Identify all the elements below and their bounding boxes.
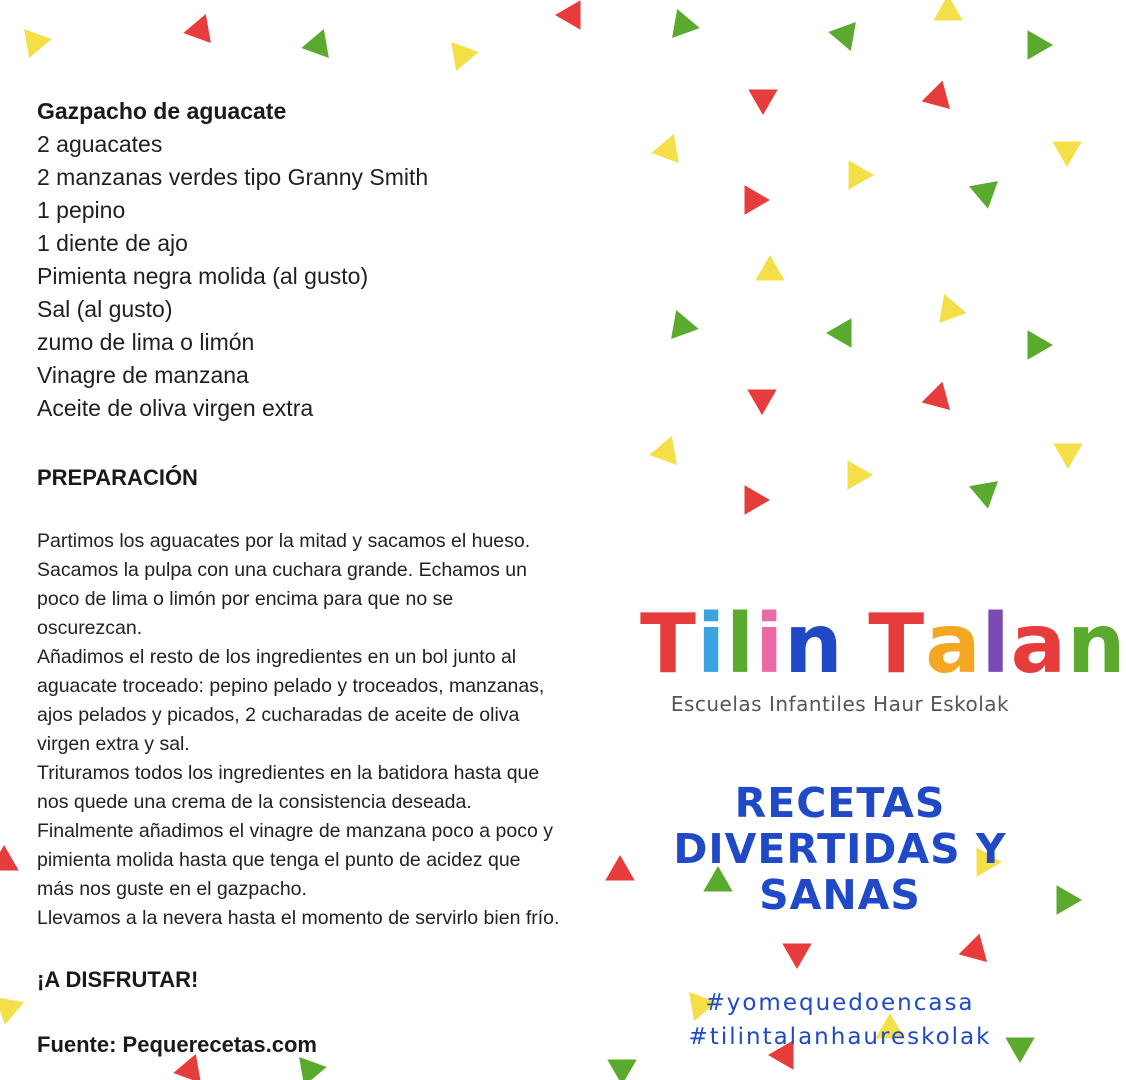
confetti-triangle — [0, 997, 24, 1025]
step-line: Trituramos todos los ingredientes en la batidora hasta que — [37, 762, 540, 784]
confetti-triangle — [922, 382, 950, 410]
confetti-triangle — [959, 934, 987, 962]
logo-letter: T — [868, 597, 926, 692]
confetti-triangle — [969, 181, 998, 209]
confetti-triangle — [1053, 444, 1082, 470]
campaign-line: RECETAS — [734, 779, 946, 827]
enjoy-text: ¡A DISFRUTAR! — [37, 967, 199, 992]
confetti-triangle — [301, 29, 329, 58]
ingredient-item: 2 aguacates — [37, 131, 163, 157]
ingredient-item: Aceite de oliva virgen extra — [37, 395, 314, 421]
confetti-triangle — [1028, 30, 1054, 59]
ingredient-item: 2 manzanas verdes tipo Granny Smith — [37, 164, 429, 190]
hashtag: #yomequedoencasa — [705, 990, 975, 1016]
confetti-triangle — [1057, 885, 1083, 914]
confetti-triangle — [24, 29, 52, 58]
logo-letter: a — [925, 597, 982, 692]
ingredient-item: Pimienta negra molida (al gusto) — [37, 263, 369, 289]
source-credit: Fuente: Pequerecetas.com — [37, 1032, 317, 1057]
confetti-triangle — [745, 185, 771, 214]
hashtag: #tilintalanhaureskolak — [688, 1024, 992, 1050]
campaign-line: DIVERTIDAS Y — [673, 825, 1007, 873]
campaign-line: SANAS — [759, 871, 921, 919]
ingredient-item: Vinagre de manzana — [37, 362, 249, 388]
confetti-triangle — [299, 1057, 327, 1080]
step-line: más nos guste en el gazpacho. — [37, 878, 307, 900]
step-line: Sacamos la pulpa con una cuchara grande. Echamos un — [37, 559, 527, 581]
confetti-triangle — [183, 14, 211, 43]
confetti-triangle — [782, 944, 811, 970]
confetti-triangle — [671, 310, 699, 339]
step-line: ajos pelados y picados, 2 cucharadas de aceite de oliva — [37, 704, 520, 726]
confetti-triangle — [607, 1060, 636, 1080]
confetti-triangle — [848, 460, 874, 489]
logo-letter: T — [640, 597, 697, 692]
step-line: nos quede una crema de la consistencia deseada. — [37, 791, 472, 813]
confetti-triangle — [745, 485, 771, 514]
confetti-triangle — [1052, 142, 1081, 168]
confetti-triangle — [939, 294, 967, 323]
hashtags — [640, 986, 1040, 1054]
confetti-triangle — [828, 22, 856, 51]
confetti-triangle — [651, 134, 679, 163]
confetti-triangle — [649, 436, 677, 465]
ingredient-item: Sal (al gusto) — [37, 296, 173, 322]
step-line: aguacate troceado: pepino pelado y troceados, manzanas, — [37, 675, 545, 697]
step-line: Llevamos a la nevera hasta el momento de servirlo bien frío. — [37, 907, 560, 929]
logo-wordmark — [640, 597, 1126, 692]
logo-letter: i — [755, 597, 785, 692]
ingredient-item: zumo de lima o limón — [37, 329, 255, 355]
confetti-triangle — [933, 0, 962, 21]
recipe-title: Gazpacho de aguacate — [37, 98, 287, 124]
brand-logo — [640, 597, 1126, 716]
step-line: virgen extra y sal. — [37, 733, 190, 755]
confetti-triangle — [451, 42, 479, 71]
confetti-triangle — [672, 9, 700, 38]
step-line: Partimos los aguacates por la mitad y sacamos el hueso. — [37, 530, 531, 552]
ingredients-list — [37, 128, 627, 425]
ingredient-item: 1 diente de ajo — [37, 230, 188, 256]
logo-letter: l — [981, 597, 1011, 692]
step-line: Añadimos el resto de los ingredientes en un bol junto al — [37, 646, 517, 668]
confetti-triangle — [849, 160, 875, 189]
recipe-panel — [37, 95, 627, 1057]
confetti-triangle — [922, 81, 950, 109]
step-line: pimienta molida hasta que tenga el punto de acidez que — [37, 849, 521, 871]
step-line: oscurezcan. — [37, 617, 143, 639]
logo-letter: n — [784, 597, 844, 692]
logo-letter: i — [696, 597, 727, 692]
confetti-triangle — [555, 0, 581, 29]
confetti-triangle — [969, 481, 998, 509]
logo-letter: l — [726, 597, 756, 692]
confetti-triangle — [748, 90, 777, 116]
step-line: poco de lima o limón por encima para que no se — [37, 588, 454, 610]
ingredient-item: 1 pepino — [37, 197, 126, 223]
confetti-triangle — [1028, 330, 1054, 359]
confetti-triangle — [0, 845, 19, 871]
confetti-triangle — [826, 318, 852, 347]
preparation-steps — [37, 527, 627, 933]
confetti-triangle — [755, 255, 784, 281]
logo-subtitle: Escuelas Infantiles Haur Eskolak — [670, 692, 1010, 716]
logo-letter: n — [1066, 597, 1126, 692]
campaign-title — [640, 780, 1040, 918]
step-line: Finalmente añadimos el vinagre de manzana poco a poco y — [37, 820, 553, 842]
preparation-heading: PREPARACIÓN — [37, 465, 198, 490]
logo-letter: a — [1010, 597, 1067, 692]
confetti-triangle — [747, 390, 776, 416]
